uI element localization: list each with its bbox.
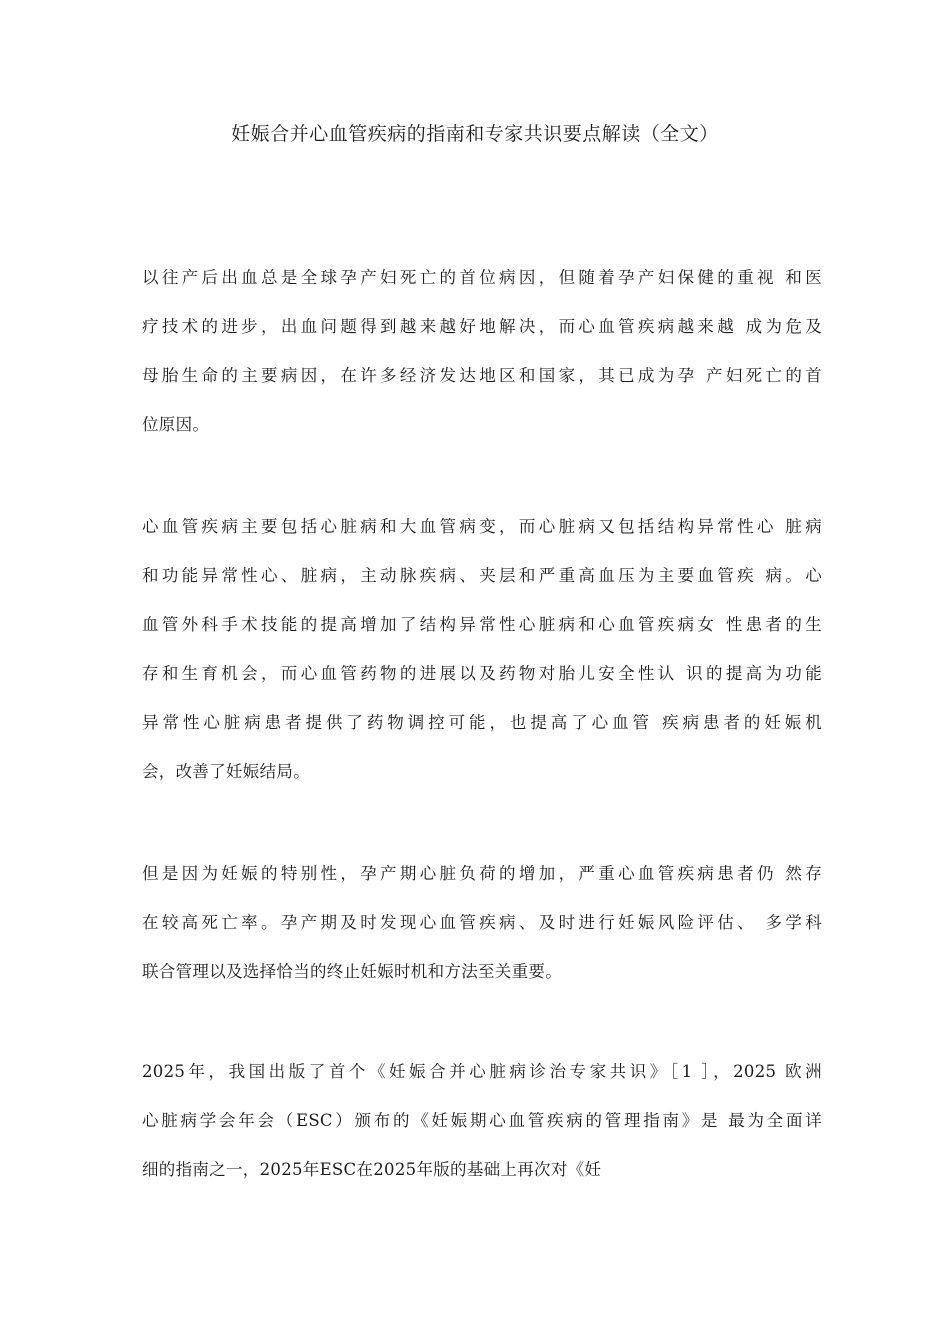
paragraph-3 <box>142 849 822 996</box>
paragraph-2 <box>142 502 822 796</box>
paragraph-line: 母胎生命的主要病因，在许多经济发达地区和国家，其已成为孕 产妇死亡的首 <box>142 366 822 385</box>
paragraph-line: 在较高死亡率。孕产期及时发现心血管疾病、及时进行妊娠风险评估、 多学科 <box>142 913 822 932</box>
document-title: 妊娠合并心血管疾病的指南和专家共识要点解读（全文） <box>231 123 719 145</box>
paragraph-1 <box>142 253 822 449</box>
paragraph-line: 2025年，我国出版了首个《妊娠合并心脏病诊治专家共识》［1 ］，2025 欧洲 <box>142 1062 822 1081</box>
paragraph-line: 异常性心脏病患者提供了药物调控可能，也提高了心血管 疾病患者的妊娠机 <box>142 713 822 732</box>
paragraph-line: 血管外科手术技能的提高增加了结构异常性心脏病和心血管疾病女 性患者的生 <box>142 615 822 634</box>
paragraph-line: 位原因。 <box>142 415 210 434</box>
paragraph-line: 会，改善了妊娠结局。 <box>142 762 310 781</box>
paragraph-line: 存和生育机会，而心血管药物的进展以及药物对胎儿安全性认 识的提高为功能 <box>142 664 822 683</box>
paragraph-4 <box>142 1047 822 1194</box>
paragraph-line: 细的指南之一，2025年ESC在2025年版的基础上再次对《妊 <box>142 1160 602 1179</box>
paragraph-line: 联合管理以及选择恰当的终止妊娠时机和方法至关重要。 <box>142 962 562 981</box>
paragraph-line: 疗技术的进步，出血问题得到越来越好地解决，而心血管疾病越来越 成为危及 <box>142 317 822 336</box>
paragraph-line: 心血管疾病主要包括心脏病和大血管病变，而心脏病又包括结构异常性心 脏病 <box>142 517 822 536</box>
paragraph-line: 但是因为妊娠的特别性，孕产期心脏负荷的增加，严重心血管疾病患者仍 然存 <box>142 864 822 883</box>
paragraph-line: 心脏病学会年会（ESC）颁布的《妊娠期心血管疾病的管理指南》是 最为全面详 <box>142 1111 822 1130</box>
paragraph-line: 以往产后出血总是全球孕产妇死亡的首位病因，但随着孕产妇保健的重视 和医 <box>142 268 822 287</box>
paragraph-line: 和功能异常性心、脏病，主动脉疾病、夹层和严重高血压为主要血管疾 病。心 <box>142 566 822 585</box>
